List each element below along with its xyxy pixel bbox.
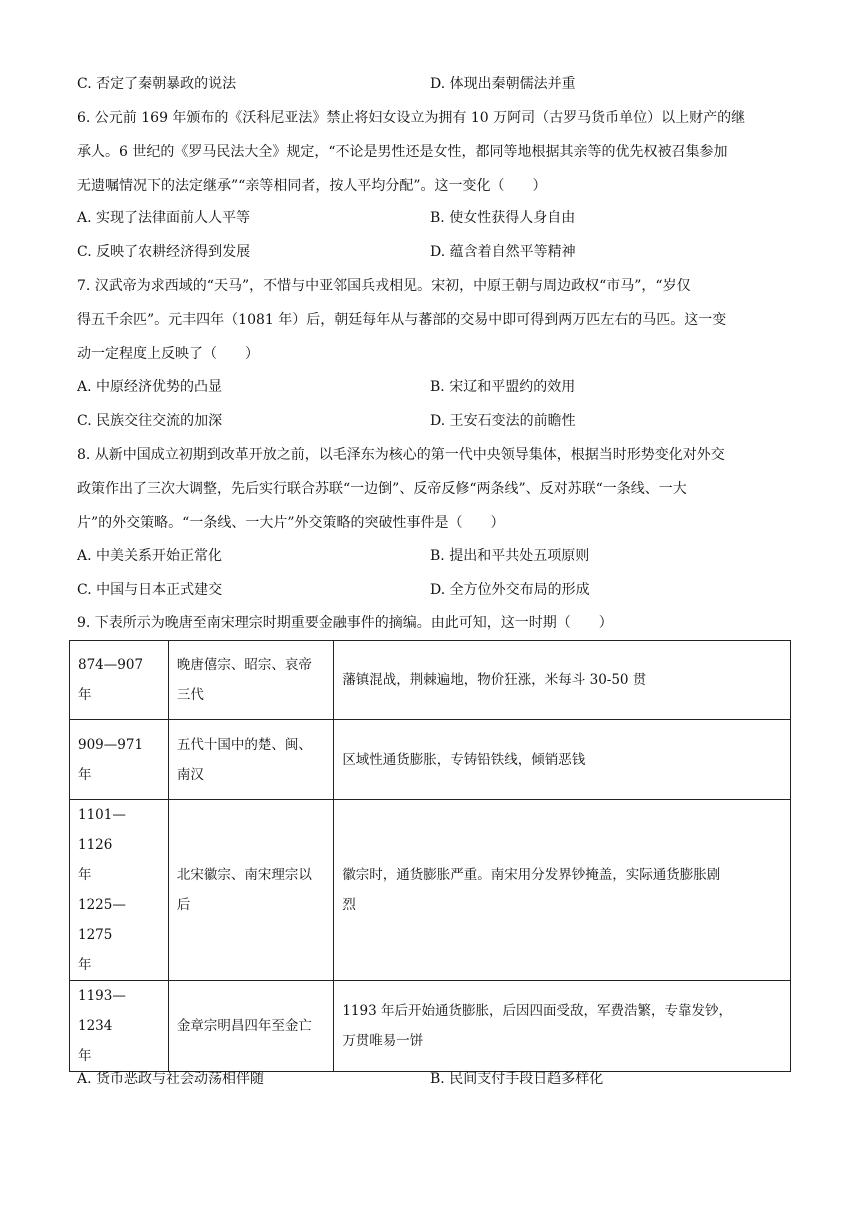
q6-option-c[interactable]: C. 反映了农耕经济得到发展 (77, 244, 251, 260)
q7-stem-line-2: 得五千余匹”。元丰四年（1081 年）后，朝廷每年从与蕃部的交易中即可得到两万匹左右的马匹。这一变 (77, 312, 727, 328)
q8-stem-line-3: 片”的外交策略。“一条线、一大片”外交策略的突破性事件是（ ） (77, 515, 505, 531)
q8-stem-line-2: 政策作出了三次大调整，先后实行联合苏联“一边倒”、反帝反修“两条线”、反对苏联“一条线、一大 (77, 481, 687, 497)
q8-option-c[interactable]: C. 中国与日本正式建交 (77, 582, 223, 598)
q7-stem-line-3: 动一定程度上反映了（ ） (77, 346, 259, 362)
q6-option-b[interactable]: B. 使女性获得人身自由 (430, 210, 576, 226)
q6-stem-line-3: 无遗嘱情况下的法定继承”“亲等相同者，按人平均分配”。这一变化（ ） (77, 178, 547, 194)
q6-stem-line-1: 6. 公元前 169 年颁布的《沃科尼亚法》禁止将妇女设立为拥有 10 万阿司（古罗马货币单位）以上财产的继 (77, 110, 746, 126)
ruler-cell: 北宋徽宗、南宋理宗以 后 (168, 800, 333, 981)
period-cell: 1193—1234 年 (70, 981, 169, 1072)
q8-option-a[interactable]: A. 中美关系开始正常化 (77, 548, 223, 564)
period-cell: 874—907 年 (70, 641, 169, 720)
period-cell: 909—971 年 (70, 720, 169, 800)
q9-option-a[interactable]: A. 货币恶政与社会动荡相伴随 (77, 1071, 265, 1087)
ruler-cell: 晚唐僖宗、昭宗、哀帝 三代 (168, 641, 333, 720)
table-row (70, 981, 791, 1072)
q6-stem-line-2: 承人。6 世纪的《罗马民法大全》规定，“不论是男性还是女性，都同等地根据其亲等的优先权被召集参加 (77, 144, 728, 160)
finance-events-table (69, 640, 791, 1072)
q7-option-b[interactable]: B. 宋辽和平盟约的效用 (430, 379, 576, 395)
q9-stem: 9. 下表所示为晚唐至南宋理宗时期重要金融事件的摘编。由此可知，这一时期（ ） (77, 615, 613, 631)
q5-option-c[interactable]: C. 否定了秦朝暴政的说法 (77, 76, 237, 92)
q7-option-c[interactable]: C. 民族交往交流的加深 (77, 413, 223, 429)
event-cell: 1193 年后开始通货膨胀，后因四面受敌，军费浩繁，专靠发钞， 万贯唯易一饼 (334, 981, 791, 1072)
q6-option-d[interactable]: D. 蕴含着自然平等精神 (430, 244, 576, 260)
event-cell: 徽宗时，通货膨胀严重。南宋用分发界钞掩盖，实际通货膨胀剧 烈 (334, 800, 791, 981)
q7-stem-line-1: 7. 汉武帝为求西域的“天马”，不惜与中亚邻国兵戎相见。宋初，中原王朝与周边政权“市马”，“岁仅 (77, 278, 691, 294)
q9-option-b[interactable]: B. 民间支付手段日趋多样化 (430, 1071, 604, 1087)
q8-option-d[interactable]: D. 全方位外交布局的形成 (430, 582, 590, 598)
q7-option-d[interactable]: D. 王安石变法的前瞻性 (430, 413, 576, 429)
ruler-cell: 五代十国中的楚、闽、 南汉 (168, 720, 333, 800)
q8-stem-line-1: 8. 从新中国成立初期到改革开放之前，以毛泽东为核心的第一代中央领导集体，根据当时形势变化对外交 (77, 447, 725, 463)
period-cell: 1101—1126 年 1225—1275 年 (70, 800, 169, 981)
q6-option-a[interactable]: A. 实现了法律面前人人平等 (77, 210, 251, 226)
table-row (70, 641, 791, 720)
q5-option-d[interactable]: D. 体现出秦朝儒法并重 (430, 76, 576, 92)
event-cell: 区域性通货膨胀，专铸铅铁线，倾销恶钱 (334, 720, 791, 800)
ruler-cell: 金章宗明昌四年至金亡 (168, 981, 333, 1072)
table-row (70, 720, 791, 800)
q7-option-a[interactable]: A. 中原经济优势的凸显 (77, 379, 223, 395)
event-cell: 藩镇混战，荆棘遍地，物价狂涨，米每斗 30-50 贯 (334, 641, 791, 720)
table-row (70, 800, 791, 981)
q8-option-b[interactable]: B. 提出和平共处五项原则 (430, 548, 590, 564)
